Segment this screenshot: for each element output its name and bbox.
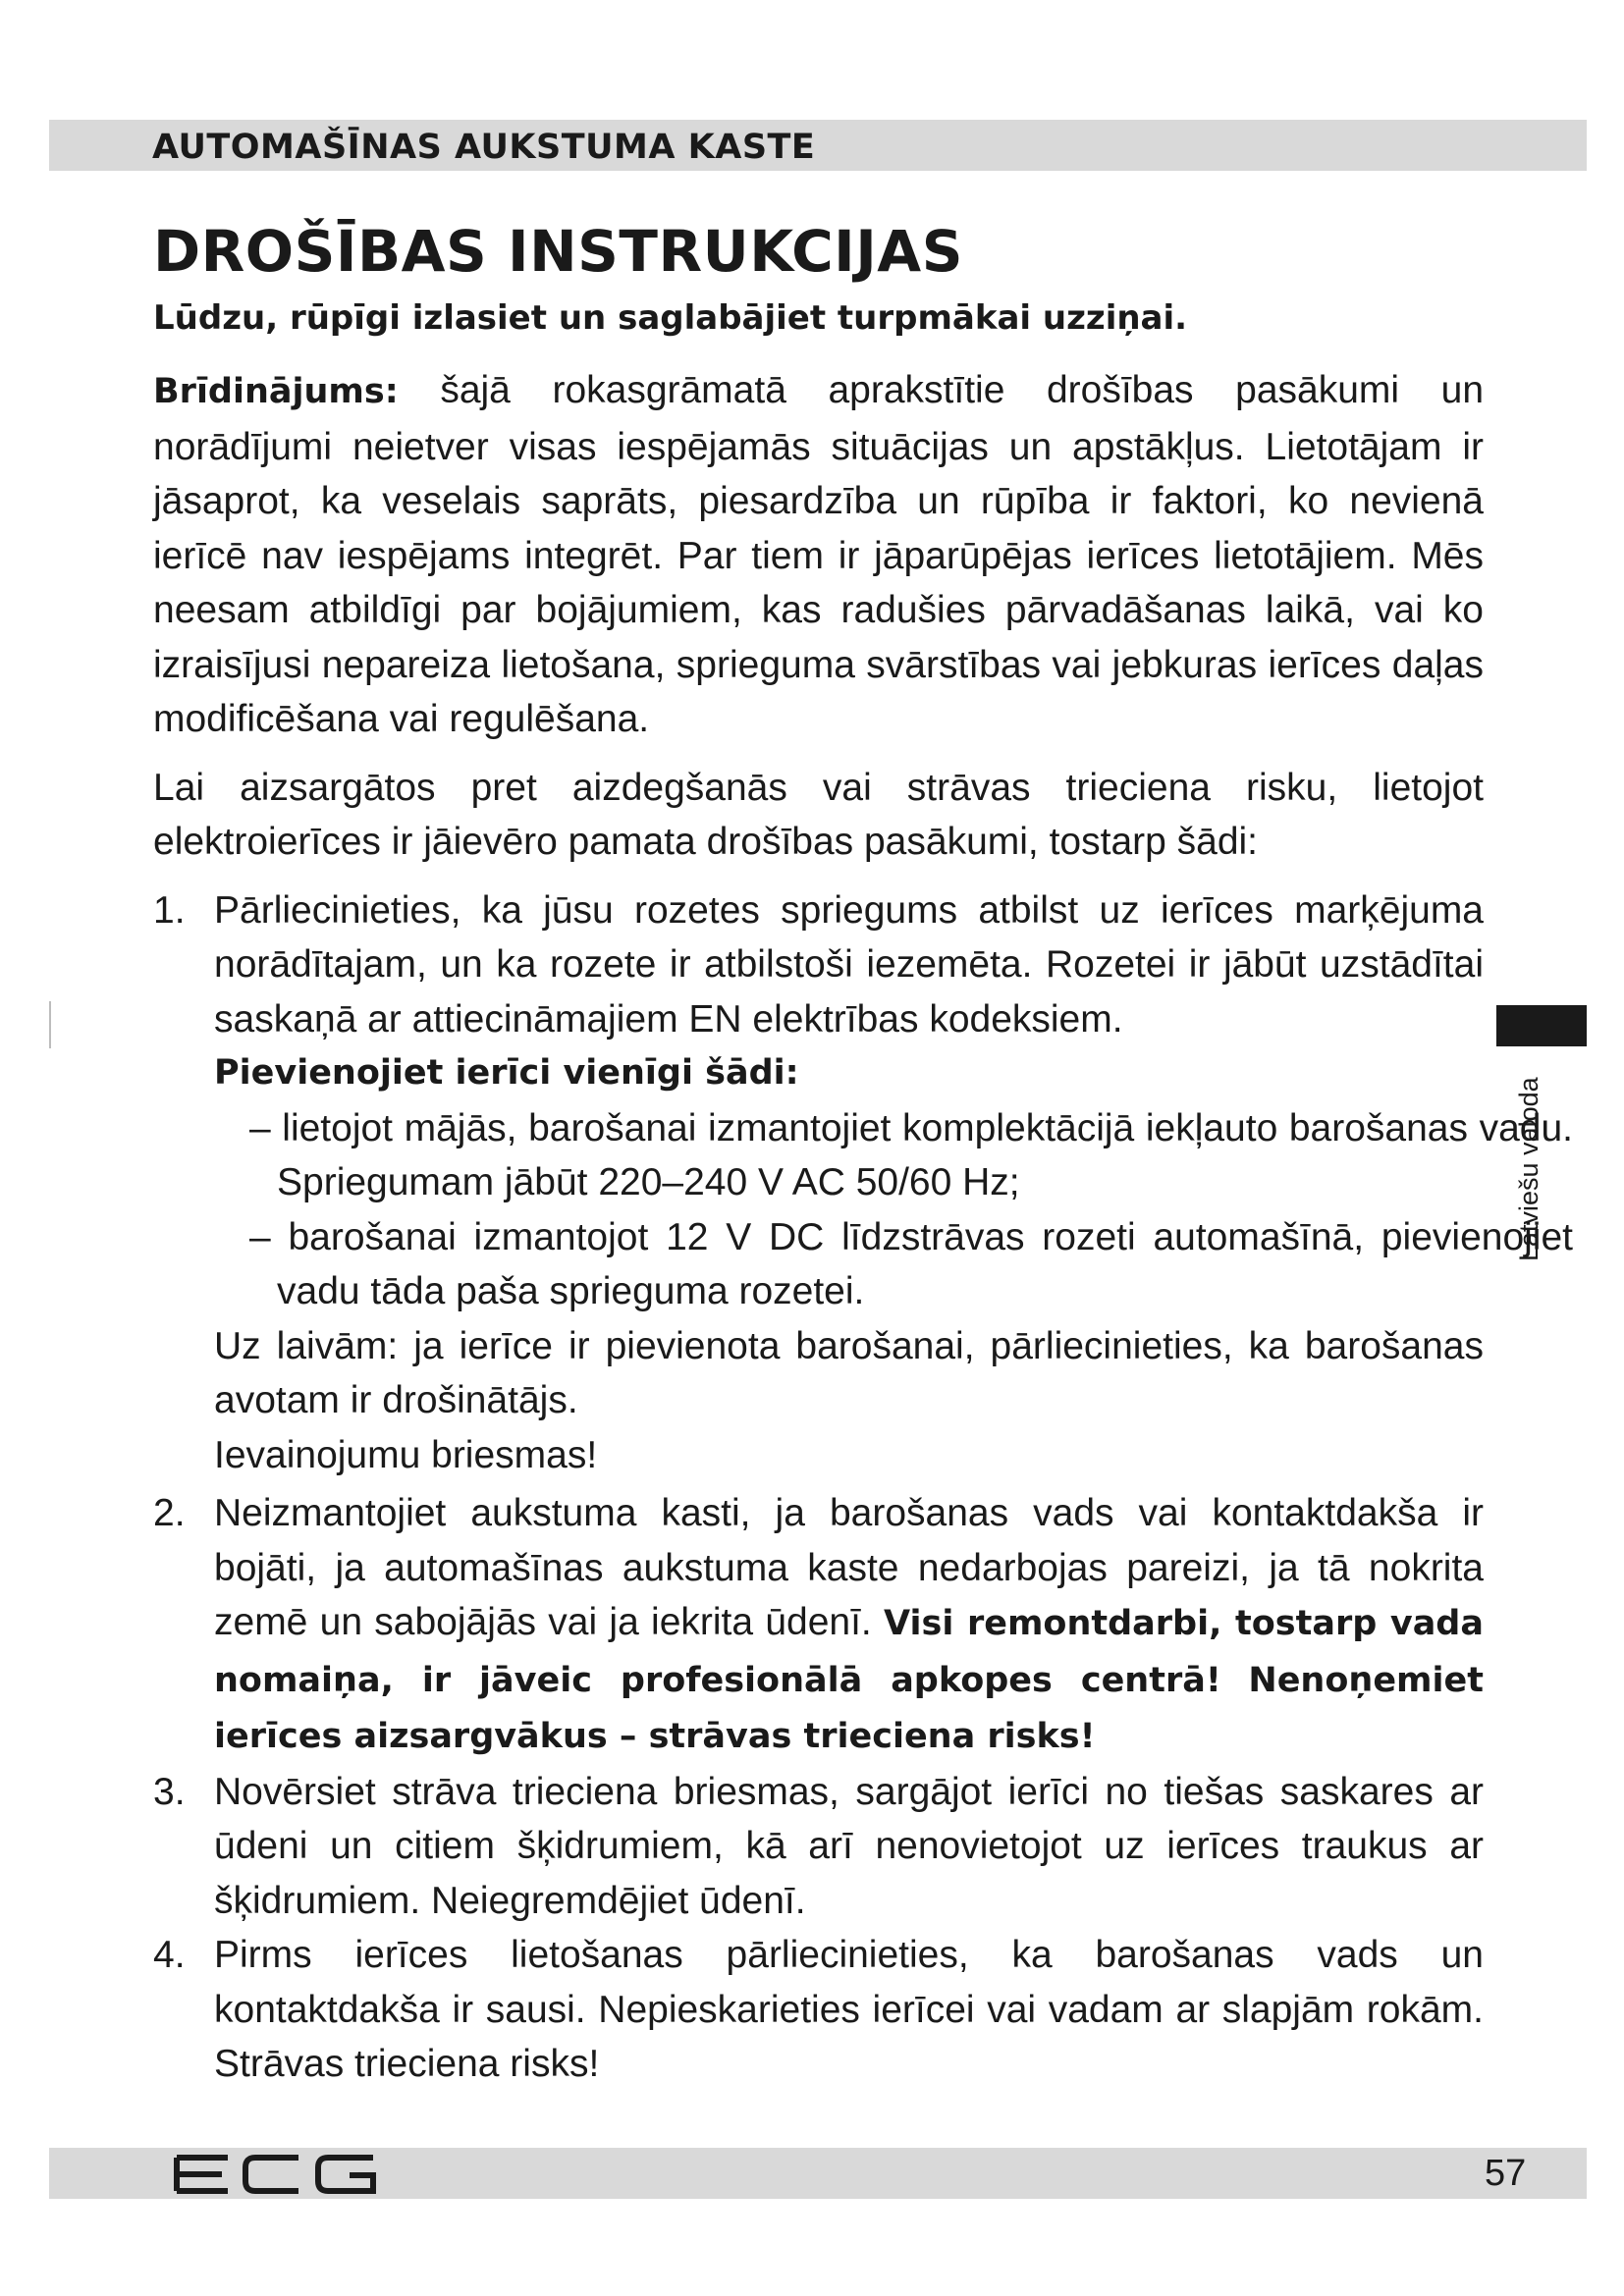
list-item-3 [153, 1765, 1484, 1929]
ecg-logo [173, 2154, 379, 2195]
item-text: Pirms ierīces lietošanas pārliecinieties, ka barošanas vads un kontaktdakša ir sausi. Nepieskarieties ierīcei vai vadam ar slapjām rokām. Strāvas trieciena risks! [214, 1934, 1484, 2085]
boats-note: Uz laivām: ja ierīce ir pievienota barošanai, pārliecinieties, ka barošanas avotam ir drošinātājs. [214, 1324, 1484, 1421]
subtitle: Lūdzu, rūpīgi izlasiet un saglabājiet turpmākai uzziņai. [153, 298, 1188, 338]
list-item-1 [153, 883, 1484, 1047]
warning-paragraph [153, 363, 1484, 747]
language-tab [1496, 1005, 1587, 1046]
list-item-4 [153, 1928, 1484, 2092]
item-text-bold-covers: Nenoņemiet ierīces aizsargvākus – strāvas trieciena risks! [214, 1660, 1484, 1756]
injury-warning: Ievainojumu briesmas! [214, 1433, 598, 1476]
item-text-bold-repair: Visi remontdarbi, tostarp vada nomaiņa, ir jāveic profesionālā apkopes centrā! [214, 1604, 1484, 1700]
item-text-plain: Neizmantojiet aukstuma kasti, ja barošanas vads vai kontaktdakša ir bojāti, ja automašīnas aukstuma kaste nedarbojas pareizi, ja tā nokrita zemē un sabojājās vai ja iekrita ūdenī. [214, 1492, 1484, 1643]
item-number: 2. [153, 1492, 186, 1534]
item-number: 4. [153, 1934, 186, 1976]
item-text: Novērsiet strāva trieciena briesmas, sargājot ierīci no tiešas saskares ar ūdeni un citiem šķidrumiem, kā arī nenovietojot uz ierīces traukus ar šķidrumiem. Neiegremdējiet ūdenī. [214, 1770, 1484, 1922]
item-text: Pārliecinieties, ka jūsu rozetes spriegums atbilst uz ierīces marķējuma norādītajam, un ka rozete ir atbilstoši iezemēta. Rozetei ir jābūt uzstādītai saskaņā ar attiecināmajiem EN elektrības kodeksiem. [214, 888, 1484, 1041]
language-label: Latviešu valoda [1514, 1077, 1543, 1261]
item-number: 1. [153, 888, 186, 932]
footer-bar [49, 2148, 1587, 2199]
warning-label: Brīdinājums: [153, 372, 399, 411]
connection-subheading: Pievienojiet ierīci vienīgi šādi: [214, 1053, 799, 1093]
list-item-2 [153, 1486, 1484, 1765]
dash-item-car: – barošanai izmantojot 12 V DC līdzstrāvas rozeti automašīnā, pievienojiet vadu tāda paša sprieguma rozetei. [249, 1215, 1573, 1312]
intro-paragraph: Lai aizsargātos pret aizdegšanās vai strāvas trieciena risku, lietojot elektroierīces ir jāievēro pamata drošības pasākumi, tostarp šādi: [153, 766, 1484, 863]
item-text [214, 1486, 1484, 1765]
margin-mark [49, 1001, 51, 1048]
dash-item-home: – lietojot mājās, barošanai izmantojiet komplektācijā iekļauto barošanas vadu. Spriegumam jābūt 220–240 V AC 50/60 Hz; [249, 1106, 1573, 1203]
warning-text: šajā rokasgrāmatā aprakstītie drošības pasākumi un norādījumi neietver visas iespējamās situācijas un apstākļus. Lietotājam ir jāsaprot, ka veselais saprāts, piesardzība un rūpība ir faktori, ko nevienā ierīcē nav iespējams integrēt. Par tiem ir jāparūpējas ierīces lietotājiem. Mēs neesam atbildīgi par bojājumiem, kas radušies pārvadāšanas laikā, vai ko izraisījusi nepareiza lietošana, sprieguma svārstības vai jebkuras ierīces daļas modificēšana vai regulēšana. [153, 369, 1485, 740]
page-number: 57 [1485, 2153, 1527, 2194]
item-number: 3. [153, 1770, 186, 1813]
header-title: AUTOMAŠĪNAS AUKSTUMA KASTE [152, 128, 816, 167]
page-title: DROŠĪBAS INSTRUKCIJAS [153, 218, 963, 285]
header-bar [49, 120, 1587, 171]
